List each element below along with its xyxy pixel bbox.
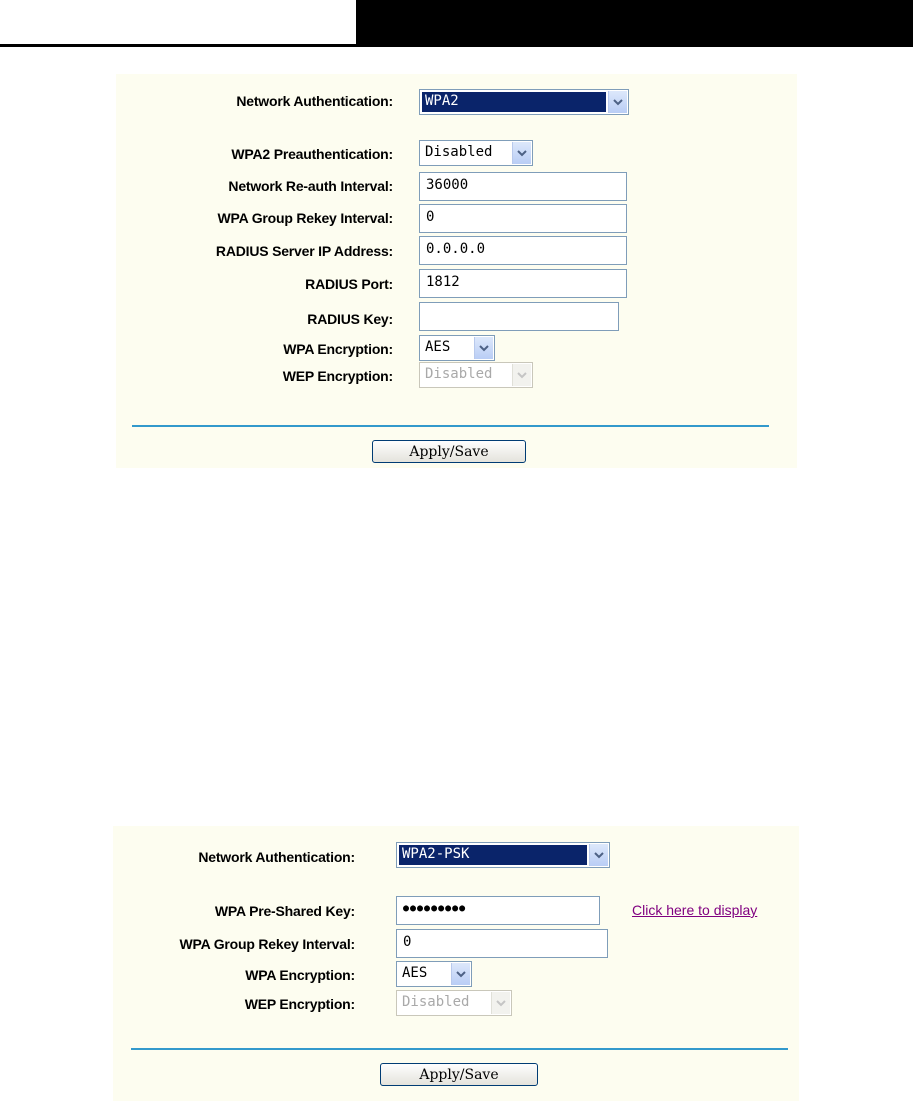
wep-encryption-select [419, 362, 533, 388]
network-authentication-value: WPA2-PSK [399, 845, 587, 865]
radius-port-label: RADIUS Port: [305, 276, 393, 292]
chevron-down-icon [491, 992, 510, 1014]
wpa-pre-shared-key-label: WPA Pre-Shared Key: [214, 903, 355, 919]
divider [132, 425, 769, 427]
network-authentication-select[interactable] [396, 842, 610, 868]
wpa-encryption-select[interactable] [396, 961, 472, 987]
wpa-group-rekey-interval-input[interactable]: 0 [396, 929, 608, 958]
wep-encryption-value: Disabled [402, 994, 470, 1010]
radius-key-input[interactable] [419, 302, 619, 331]
wpa2-preauthentication-value: Disabled [425, 144, 493, 160]
apply-save-button[interactable]: Apply/Save [372, 440, 526, 463]
network-authentication-label: Network Authentication: [198, 849, 355, 865]
chevron-down-icon[interactable] [474, 337, 493, 359]
wep-encryption-label: WEP Encryption: [282, 368, 393, 384]
wpa-group-rekey-interval-input[interactable]: 0 [419, 204, 627, 233]
wep-encryption-select [396, 990, 512, 1016]
divider [131, 1048, 788, 1050]
apply-save-button[interactable]: Apply/Save [380, 1063, 538, 1086]
wpa-encryption-value: AES [425, 339, 451, 355]
wpa-encryption-value: AES [402, 965, 428, 981]
wpa-group-rekey-interval-label: WPA Group Rekey Interval: [217, 210, 393, 226]
wpa2-preauthentication-label: WPA2 Preauthentication: [231, 146, 393, 162]
chevron-down-icon[interactable] [512, 142, 531, 164]
display-key-link[interactable]: Click here to display [632, 902, 758, 918]
network-reauth-interval-input[interactable]: 36000 [419, 172, 627, 201]
header-bar [356, 0, 913, 44]
wpa-encryption-select[interactable] [419, 335, 495, 361]
wep-encryption-value: Disabled [425, 366, 493, 382]
chevron-down-icon[interactable] [608, 91, 627, 113]
network-authentication-select[interactable] [419, 89, 629, 115]
chevron-down-icon[interactable] [451, 963, 470, 985]
network-reauth-interval-label: Network Re-auth Interval: [228, 178, 393, 194]
wep-encryption-label: WEP Encryption: [244, 996, 355, 1012]
network-authentication-label: Network Authentication: [236, 93, 393, 109]
wpa-group-rekey-interval-label: WPA Group Rekey Interval: [179, 936, 355, 952]
radius-port-input[interactable]: 1812 [419, 269, 627, 298]
wpa2-preauthentication-select[interactable] [419, 140, 533, 166]
wpa-encryption-label: WPA Encryption: [283, 341, 393, 357]
wpa-encryption-label: WPA Encryption: [245, 967, 355, 983]
header-rule [0, 44, 913, 47]
radius-key-label: RADIUS Key: [307, 311, 393, 327]
radius-server-ip-input[interactable]: 0.0.0.0 [419, 236, 627, 265]
wpa-pre-shared-key-input[interactable]: ●●●●●●●●● [396, 896, 600, 925]
radius-server-ip-label: RADIUS Server IP Address: [215, 243, 393, 259]
chevron-down-icon [512, 364, 531, 386]
network-authentication-value: WPA2 [422, 92, 606, 112]
chevron-down-icon[interactable] [589, 844, 608, 866]
